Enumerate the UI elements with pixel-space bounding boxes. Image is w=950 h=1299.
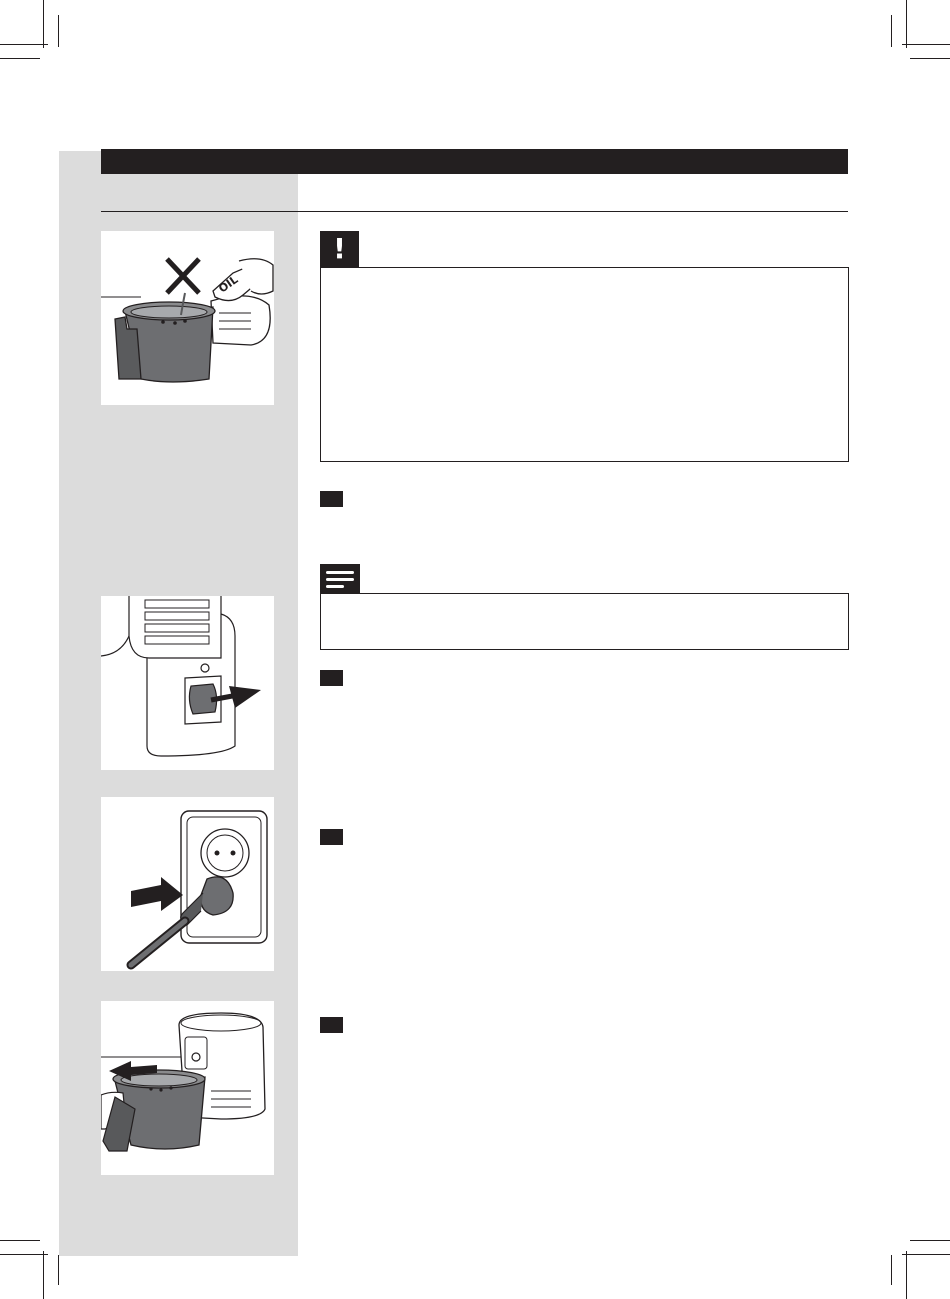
callout-pointer [274,243,298,283]
callout-pointer [274,1000,298,1040]
crop-mark [902,44,950,45]
callout-pointer [274,660,298,700]
crop-mark [0,1240,40,1241]
step-marker-3 [320,829,343,845]
crop-mark [0,1254,48,1255]
crop-mark [58,1255,59,1285]
subsection-rule [101,211,848,212]
crop-mark [0,44,48,45]
no-oil-in-pan-illustration [101,231,274,405]
crop-mark [910,58,950,59]
pull-out-pan-icon [101,1001,274,1175]
crop-mark [43,0,44,48]
note-tab [320,564,360,594]
step-marker-1 [320,491,343,507]
unwind-cord-icon [101,596,274,770]
crop-mark [902,1254,950,1255]
pull-out-pan-illustration [101,1001,274,1175]
step-marker-2 [320,670,343,686]
crop-mark [910,1240,950,1241]
step-marker-4 [320,1017,343,1033]
warning-tab [320,231,359,268]
crop-mark [0,58,40,59]
callout-pointer [274,824,298,864]
crop-mark [43,1251,44,1299]
plug-in-socket-icon [101,797,274,971]
exclamation-icon: ! [333,232,346,265]
warning-box [320,267,849,462]
crop-mark [906,1251,907,1299]
no-oil-in-pan-icon [101,231,274,405]
svg-text:OIL: OIL [216,273,241,296]
plug-in-socket-illustration [101,797,274,971]
crop-mark [891,1255,892,1285]
unwind-cord-illustration [101,596,274,770]
crop-mark [891,15,892,47]
section-header-bar [101,149,848,174]
note-box [320,593,849,650]
crop-mark [906,0,907,48]
crop-mark [58,15,59,47]
